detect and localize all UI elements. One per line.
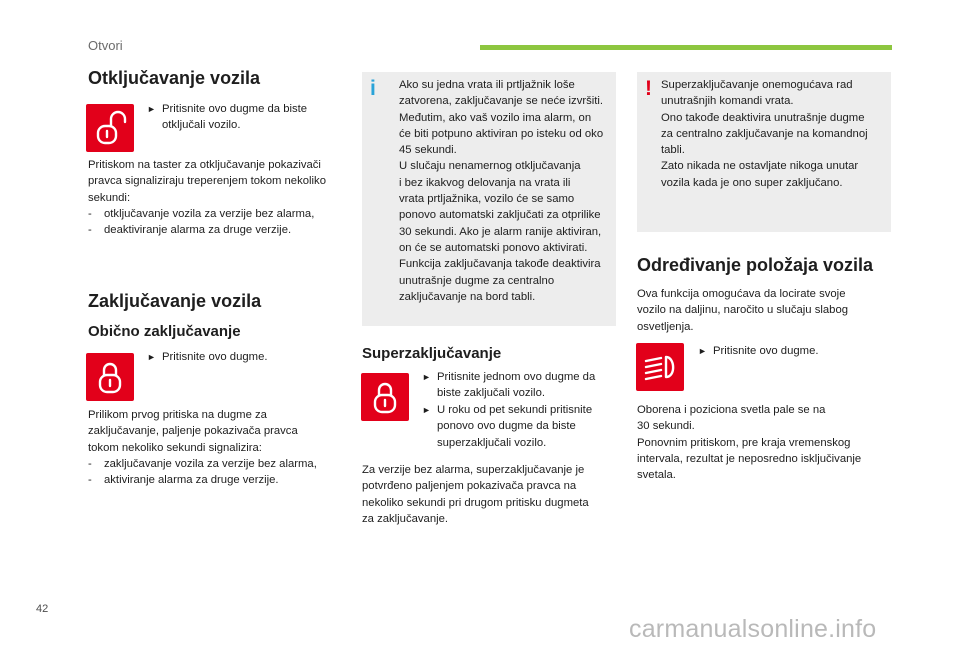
headlight-icon bbox=[636, 343, 684, 391]
list-item: - deaktiviranje alarma za druge verzije. bbox=[88, 224, 292, 237]
text-line: zaključavanje, paljenje pokazivača pravca bbox=[88, 425, 298, 438]
section-title: Otvori bbox=[88, 38, 123, 53]
unlock-step bbox=[147, 101, 347, 135]
unlock-heading: Otključavanje vozila bbox=[88, 68, 261, 88]
list-item: - otključavanje vozila za verzije bez alarma, bbox=[88, 207, 315, 220]
locate-step-text: Pritisnite ovo dugme. bbox=[713, 345, 819, 357]
superlock-heading: Superzaključavanje bbox=[362, 345, 502, 362]
page-number: 42 bbox=[36, 603, 49, 615]
list-item: - zaključavanje vozila za verzije bez alarma, bbox=[88, 457, 317, 470]
lock-step-text: Pritisnite ovo dugme. bbox=[162, 351, 268, 363]
lock-step bbox=[147, 349, 347, 367]
lock-heading: Zaključavanje vozila bbox=[88, 291, 262, 311]
lock-padlock-icon bbox=[86, 353, 134, 401]
step-bullet-icon: ► bbox=[422, 372, 431, 382]
step-bullet-icon: ► bbox=[147, 352, 156, 362]
normal-lock-subheading: Obično zaključavanje bbox=[88, 323, 241, 340]
locate-button-icon bbox=[636, 343, 684, 391]
lock-button-icon bbox=[86, 353, 134, 401]
superlock-step-2: ► U roku od pet sekundi pritisnite ponovo ovo dugme da biste superzaključali vozilo. bbox=[422, 404, 593, 449]
locate-intro: Ova funkcija omogućava da locirate svoje vozilo na daljinu, naročito u slučaju slabog osvetljenja. bbox=[637, 288, 849, 333]
superlock-padlock-icon bbox=[361, 373, 409, 421]
unlock-button-icon bbox=[86, 104, 134, 152]
warning-note-box bbox=[637, 72, 891, 232]
text-line: Pritiskom na taster za otključavanje pokazivači bbox=[88, 159, 321, 171]
warning-note-text: Superzaključavanje onemogućava rad unutrašnjih komandi vrata. Ono takođe deaktivira unutrašnje dugme za centralno zaključavanje na komandnoj tabli. Zato nikada ne ostavljate nikoga unutar vozila kada je ono super zaključano. bbox=[661, 79, 868, 189]
locate-paragraph: Oborena i poziciona svetla pale se na 30 sekundi. Ponovnim pritiskom, pre kraja vremenskog intervala, rezultat je neposredno isključivanje svetala. bbox=[637, 404, 862, 482]
superlock-button-icon bbox=[361, 373, 409, 421]
unlock-step-text: Pritisnite ovo dugme da biste otključali vozilo. bbox=[162, 103, 308, 132]
locate-step bbox=[698, 343, 888, 361]
locate-heading: Određivanje položaja vozila bbox=[637, 255, 874, 275]
watermark: carmanualsonline.info bbox=[629, 615, 877, 643]
unlock-padlock-icon bbox=[86, 104, 134, 152]
superlock-paragraph: Za verzije bez alarma, superzaključavanje je potvrđeno paljenjem pokazivača pravca na nekoliko sekundi pri drugom pritisku dugmeta za zaključavanje. bbox=[362, 464, 589, 525]
info-note-text: Ako su jedna vrata ili prtljažnik loše zatvorena, zaključavanje se neće izvršiti. Međutim, ako vaš vozilo ima alarm, on će biti potpuno aktiviran po isteku od oko 45 sekundi. U slučaju nenamernog otključavanja i bez ikakvog delovanja na vrata ili vrata prtljažnika, vozilo će se samo ponovo automatski zaključati za otprilike 30 sekundi. Ako je alarm ranije aktiviran, on će se automatski ponovo aktivirati. Funkcija zaključavanja takođe deaktivira unutrašnje dugme za centralno zaključavanje na bord tabli. bbox=[399, 79, 604, 303]
text-line: pravca signaliziraju treperenjem tokom nekoliko bbox=[88, 175, 326, 188]
info-note-box bbox=[362, 72, 616, 326]
step-bullet-icon: ► bbox=[147, 104, 156, 114]
list-item: - aktiviranje alarma za druge verzije. bbox=[88, 474, 279, 487]
info-icon: i bbox=[370, 77, 376, 100]
warning-icon: ! bbox=[645, 77, 652, 100]
step-bullet-icon: ► bbox=[698, 346, 707, 356]
text-line: sekundi: bbox=[88, 191, 131, 204]
unlock-paragraph bbox=[88, 157, 348, 238]
superlock-step-1: ► Pritisnite jednom ovo dugme da biste zaključali vozilo. bbox=[422, 371, 596, 400]
step-bullet-icon: ► bbox=[422, 405, 431, 415]
header-accent-bar bbox=[480, 45, 892, 50]
text-line: tokom nekoliko sekundi signalizira: bbox=[88, 441, 262, 454]
lock-paragraph bbox=[88, 407, 348, 488]
text-line: Prilikom prvog pritiska na dugme za bbox=[88, 409, 267, 421]
